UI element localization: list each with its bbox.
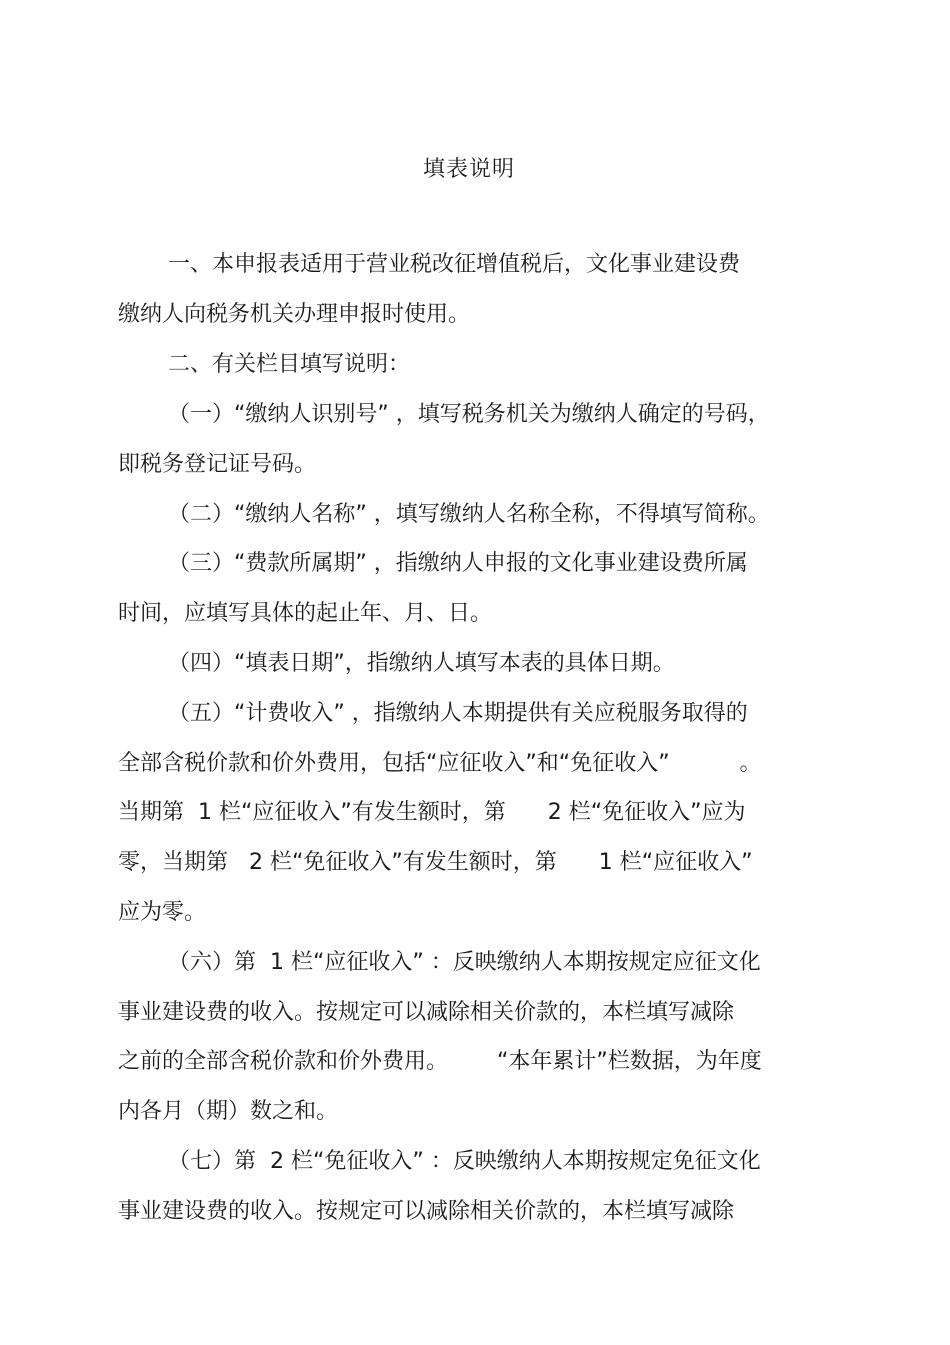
text-line: 事业建设费的收入。按规定可以减除相关价款的，本栏填写减除 (118, 1199, 735, 1224)
page-title: 填表说明 (422, 157, 515, 182)
text-line: 时间，应填写具体的起止年、月、日。 (118, 601, 493, 626)
text-line: 内各月（期）数之和。 (118, 1099, 339, 1124)
text-line: 之前的全部含税价款和价外费用。 “本年累计”栏数据，为年度 (118, 1049, 762, 1074)
text-line: 零，当期第 2 栏“免征收入”有发生额时，第 1 栏“应征收入” (118, 850, 753, 875)
text-line: （二）“缴纳人名称” ，填写缴纳人名称全称，不得填写简称。 (168, 502, 770, 527)
text-line: 全部含税价款和价外费用，包括“应征收入”和“免征收入” 。 (118, 751, 762, 776)
text-line: （一）“缴纳人识别号” ，填写税务机关为缴纳人确定的号码， (168, 402, 770, 427)
text-line: 事业建设费的收入。按规定可以减除相关价款的，本栏填写减除 (118, 1000, 735, 1025)
text-line: （五）“计费收入” ，指缴纳人本期提供有关应税服务取得的 (168, 701, 748, 726)
text-line: 一、本申报表适用于营业税改征增值税后，文化事业建设费 (168, 252, 741, 277)
text-line: （七）第 2 栏“免征收入” ：反映缴纳人本期按规定免征文化 (168, 1149, 761, 1174)
text-line: （六）第 1 栏“应征收入” ：反映缴纳人本期按规定应征文化 (168, 950, 761, 975)
text-line: 二、有关栏目填写说明： (168, 352, 411, 377)
text-line: （三）“费款所属期” ，指缴纳人申报的文化事业建设费所属 (168, 551, 748, 576)
text-line: 缴纳人向税务机关办理申报时使用。 (118, 302, 471, 327)
text-line: 当期第 1 栏“应征收入”有发生额时，第 2 栏“免征收入”应为 (118, 800, 746, 825)
text-line: 即税务登记证号码。 (118, 452, 317, 477)
text-line: （四）“填表日期”，指缴纳人填写本表的具体日期。 (168, 651, 675, 676)
text-line: 应为零。 (118, 900, 207, 925)
